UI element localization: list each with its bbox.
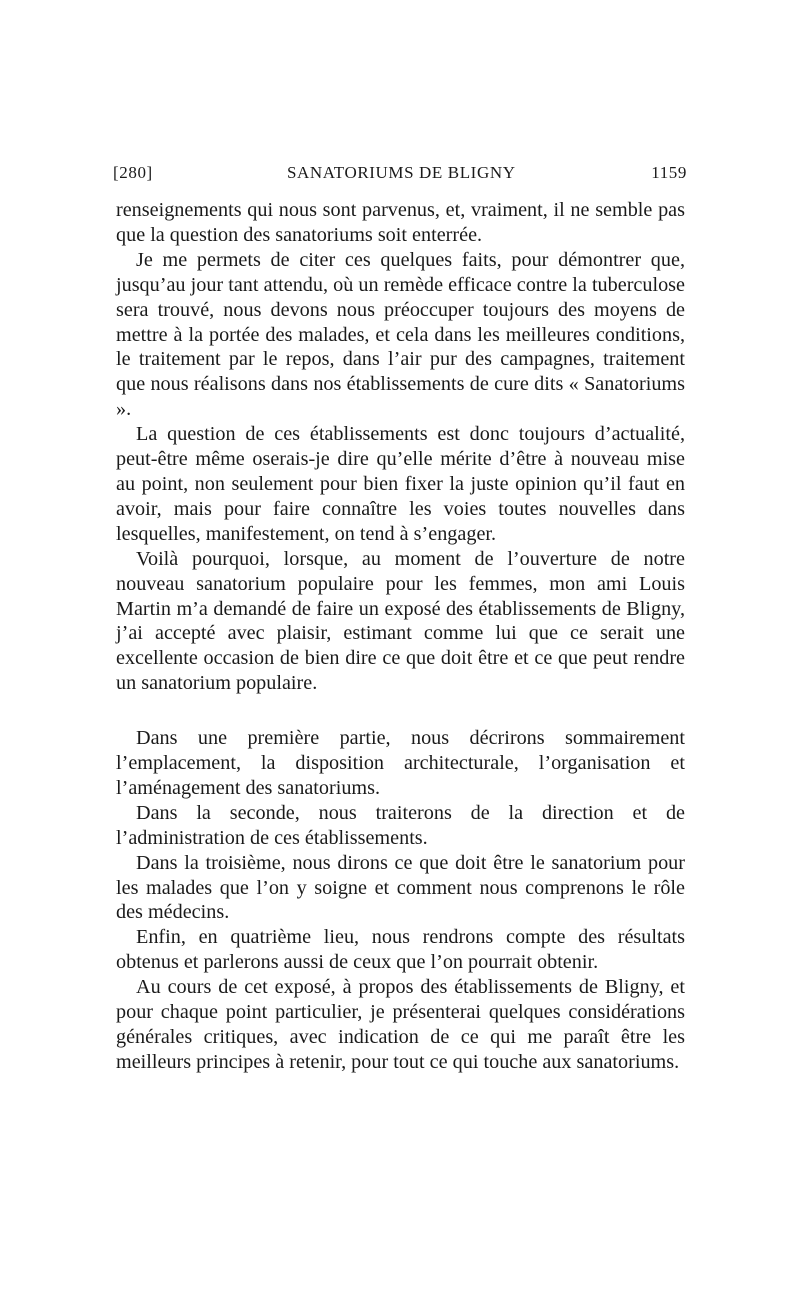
page-number: [280] (113, 163, 153, 182)
paragraph: Dans la troisième, nous dirons ce que doit être le sanatorium pour les malades que l’on y soigne et comment nous comprenons le rôle des médecins. (116, 851, 685, 924)
page-body (116, 198, 685, 1075)
paragraph: Voilà pourquoi, lorsque, au moment de l’ouverture de notre nouveau sanatorium populaire pour les femmes, mon ami Louis Martin m’a demandé de faire un exposé des établissements de Bligny, j’ai accepté avec plaisir, estimant comme lui que ce serait une excellente occasion de bien dire ce que doit être et ce que peut rendre un sanatorium populaire. (116, 547, 685, 695)
section-gap (116, 696, 685, 726)
paragraph: La question de ces établissements est donc toujours d’actualité, peut-être même oserais-je dire qu’elle mérite d’être à nouveau mise au point, non seulement pour bien fixer la juste opinion qu’il faut en avoir, mais pour faire connaître les voies toutes nouvelles dans lesquelles, manifestement, on tend à s’engager. (116, 423, 685, 545)
running-header (113, 163, 687, 189)
running-title: SANATORIUMS DE BLIGNY (287, 163, 516, 182)
paragraph: Enfin, en quatrième lieu, nous rendrons compte des résultats obtenus et parlerons aussi de ceux que l’on pourrait obtenir. (116, 926, 685, 974)
folio-number: 1159 (651, 163, 687, 182)
paragraph: Au cours de cet exposé, à propos des établissements de Bligny, et pour chaque point particulier, je présenterai quelques considérations générales critiques, avec indication de ce qui me paraît être les meilleurs principes à retenir, pour tout ce qui touche aux sanatoriums. (116, 976, 685, 1073)
paragraph-continuation: renseignements qui nous sont parvenus, et, vraiment, il ne semble pas que la question des sanatoriums soit enterrée. (116, 199, 685, 246)
paragraph: Dans une première partie, nous décrirons sommairement l’emplacement, la disposition architecturale, l’organisation et l’aménagement des sanatoriums. (116, 727, 685, 799)
paragraph: Dans la seconde, nous traiterons de la direction et de l’administration de ces établissements. (116, 801, 685, 849)
paragraph: Je me permets de citer ces quelques faits, pour démontrer que, jusqu’au jour tant attendu, où un remède efficace contre la tuberculose sera trouvé, nous devons nous préoccuper toujours des moyens de mettre à la portée des malades, et cela dans les meilleures conditions, le traitement par le repos, dans l’air pur des campagnes, traitement que nous réalisons dans nos établissements de cure dits « Sanatoriums ». (116, 248, 685, 421)
